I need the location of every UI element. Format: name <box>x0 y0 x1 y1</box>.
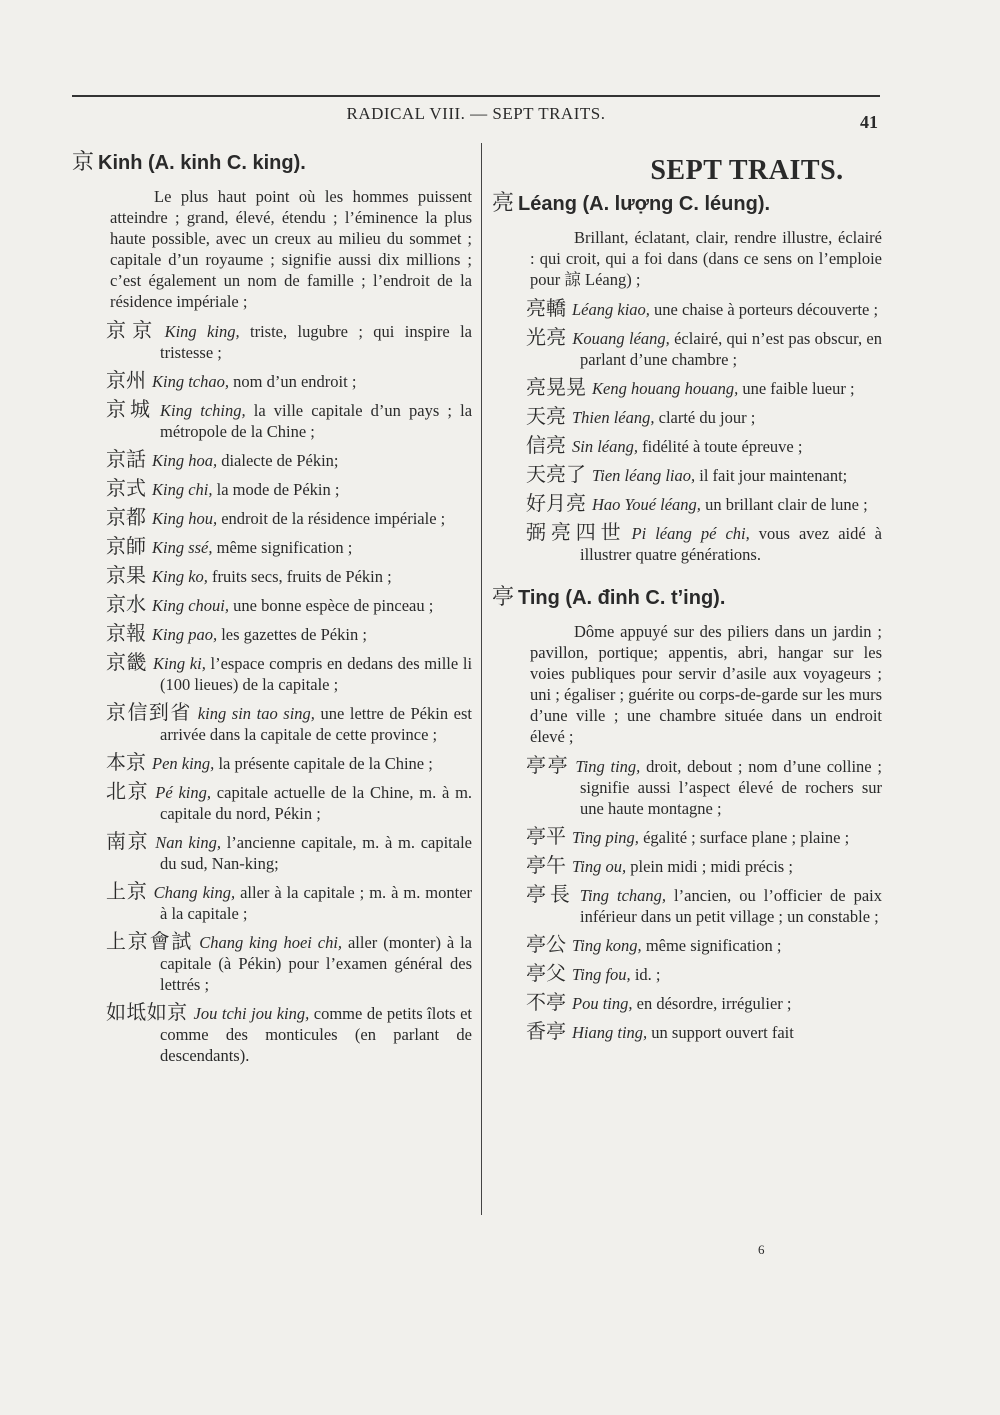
dictionary-entry <box>492 377 882 399</box>
dictionary-entry <box>72 702 472 745</box>
leang-entries-list <box>492 298 882 565</box>
entry-romanization: Léang kiao, <box>572 300 650 319</box>
entry-characters: 上京 <box>106 879 148 903</box>
entry-characters: 如坻如京 <box>106 1000 188 1024</box>
header-rule <box>72 95 880 97</box>
dictionary-entry <box>492 755 882 819</box>
left-column <box>72 150 472 1073</box>
section-title: SEPT TRAITS. <box>650 155 844 186</box>
entry-characters: 光亮 <box>526 325 567 349</box>
left-entries-list <box>72 320 472 1066</box>
dictionary-entry <box>492 406 882 428</box>
dictionary-entry <box>72 881 472 924</box>
entry-romanization: King tching, <box>160 401 246 420</box>
entry-characters: 京果 <box>106 563 146 587</box>
entry-characters: 亭平 <box>526 824 566 848</box>
entry-characters: 京城 <box>106 397 155 421</box>
entry-romanization: Ting ting, <box>575 757 641 776</box>
entry-heading-leang <box>492 193 882 215</box>
entry-characters: 天亮了 <box>526 462 586 486</box>
entry-translation: l’espace compris en dedans des mille li (100 lieues) de la capitale ; <box>160 654 473 694</box>
ting-entries-list <box>492 755 882 1043</box>
dictionary-entry <box>492 493 882 515</box>
entry-romanization: Thien léang, <box>572 408 655 427</box>
entry-characters: 京州 <box>106 368 146 392</box>
dictionary-entry <box>492 855 882 877</box>
dictionary-entry <box>492 826 882 848</box>
entry-characters: 京話 <box>106 447 146 471</box>
entry-translation: la ville capitale d’un pays ; la métropole de la Chine ; <box>160 401 473 441</box>
entry-romanization: King king, <box>164 322 240 341</box>
entry-characters: 天亮 <box>526 404 566 428</box>
dictionary-entry <box>72 478 472 500</box>
entry-characters: 京水 <box>106 592 146 616</box>
entry-translation: fruits secs, fruits de Pékin ; <box>212 567 392 586</box>
dictionary-entry <box>492 464 882 486</box>
entry-romanization: Pou ting, <box>572 994 633 1013</box>
entry-translation: en désordre, irrégulier ; <box>636 994 792 1013</box>
entry-romanization: Sin léang, <box>572 437 638 456</box>
dictionary-entry <box>492 327 882 370</box>
heading-text: Ting (A. đinh C. t’ing). <box>518 587 726 609</box>
definition-leang: Brillant, éclatant, clair, rendre illustre, éclairé : qui croit, qui a foi dans (dans ce sens on l’emploie pour 諒 Léang) ; <box>530 228 882 289</box>
entry-romanization: Nan king, <box>155 833 221 852</box>
entry-romanization: Hao Youé léang, <box>592 495 701 514</box>
heading-text: Kinh (A. kinh C. king). <box>98 152 306 174</box>
entry-romanization: King pao, <box>152 625 218 644</box>
heading-character: 亮 <box>492 191 515 216</box>
entry-characters: 本京 <box>106 750 146 774</box>
dictionary-entry <box>72 565 472 587</box>
entry-translation: endroit de la résidence impériale ; <box>221 509 446 528</box>
entry-translation: vous avez aidé à illustrer quatre générations. <box>580 524 883 564</box>
entry-translation: plein midi ; midi précis ; <box>630 857 793 876</box>
dictionary-entry <box>72 320 472 363</box>
entry-characters: 亮轎 <box>526 296 566 320</box>
entry-characters: 京畿 <box>106 650 148 674</box>
entry-characters: 弼亮四世 <box>526 520 626 544</box>
entry-romanization: Jou tchi jou king, <box>193 1004 310 1023</box>
entry-characters: 京都 <box>106 505 146 529</box>
entry-romanization: Pé king, <box>155 783 212 802</box>
entry-translation: même signification ; <box>216 538 353 557</box>
dictionary-entry <box>72 781 472 824</box>
dictionary-entry <box>492 1021 882 1043</box>
entry-translation: capitale actuelle de la Chine, m. à m. capitale du nord, Pékin ; <box>160 783 473 823</box>
entry-characters: 京信到省 <box>106 700 192 724</box>
entry-translation: égalité ; surface plane ; plaine ; <box>643 828 850 847</box>
entry-romanization: Ting ping, <box>572 828 639 847</box>
dictionary-entry <box>72 831 472 874</box>
entry-translation: comme de petits îlots et comme des monticules (en parlant de descendants). <box>160 1004 473 1065</box>
entry-romanization: Ting kong, <box>572 936 642 955</box>
entry-translation: triste, lugubre ; qui inspire la tristesse ; <box>160 322 473 362</box>
entry-translation: une chaise à porteurs découverte ; <box>654 300 879 319</box>
entry-translation: l’ancienne capitale, m. à m. capitale du sud, Nan-king; <box>160 833 472 873</box>
dictionary-entry <box>72 449 472 471</box>
entry-translation: l’ancien, ou l’officier de paix inférieur dans un petit village ; un constable ; <box>580 886 883 926</box>
entry-romanization: Keng houang houang, <box>592 379 739 398</box>
entry-romanization: King chi, <box>152 480 213 499</box>
dictionary-entry <box>72 623 472 645</box>
entry-heading-ting <box>492 587 882 609</box>
entry-characters: 京式 <box>106 476 146 500</box>
right-column <box>492 150 882 1050</box>
dictionary-entry <box>72 370 472 392</box>
dictionary-entry <box>492 435 882 457</box>
entry-romanization: King ssé, <box>152 538 213 557</box>
entry-translation: il fait jour maintenant; <box>699 466 848 485</box>
entry-translation: même signification ; <box>645 936 782 955</box>
entry-characters: 亭亭 <box>526 753 570 777</box>
entry-romanization: king sin tao sing, <box>197 704 315 723</box>
entry-translation: un brillant clair de lune ; <box>705 495 868 514</box>
entry-romanization: Ting ou, <box>572 857 627 876</box>
entry-translation: les gazettes de Pékin ; <box>221 625 367 644</box>
entry-characters: 京京 <box>106 318 159 342</box>
definition-kinh: Le plus haut point où les hommes puissent atteindre ; grand, élevé, étendu ; l’éminence la plus haute possible, avec un creux au milieu du sommet ; capitale d’un royaume ; signifie aussi dix millions ; c’est également un nom de famille ; l’endroit de la résidence impériale ; <box>110 187 472 311</box>
heading-character: 亭 <box>492 585 515 610</box>
entry-characters: 亭公 <box>526 932 566 956</box>
entry-translation: fidélité à toute épreuve ; <box>642 437 803 456</box>
entry-romanization: Ting fou, <box>572 965 631 984</box>
entry-translation: aller (monter) à la capitale (à Pékin) pour l’examen général des lettrés ; <box>160 933 473 994</box>
dictionary-entry <box>72 1002 472 1066</box>
heading-text: Léang (A. lượng C. léung). <box>518 193 771 215</box>
entry-translation: éclairé, qui n’est pas obscur, en parlant d’une chambre ; <box>580 329 883 369</box>
entry-characters: 南京 <box>106 829 150 853</box>
entry-romanization: Ting tchang, <box>579 886 667 905</box>
entry-translation: une lettre de Pékin est arrivée dans la capitale de cette province ; <box>160 704 472 744</box>
entry-romanization: Hiang ting, <box>572 1023 648 1042</box>
entry-characters: 香亭 <box>526 1019 566 1043</box>
entry-romanization: King choui, <box>152 596 229 615</box>
running-head: RADICAL VIII. — SEPT TRAITS. <box>346 104 606 123</box>
definition-ting: Dôme appuyé sur des piliers dans un jardin ; pavillon, portique; appentis, abri, hangar sur les voies publiques pour servir d’asile aux voyageurs ; uni ; égaliser ; guérite ou corps-de-garde sur les murs d’une ville ; une chambre située dans un endroit élevé ; <box>530 622 882 746</box>
column-divider <box>481 143 482 1215</box>
dictionary-entry <box>72 652 472 695</box>
entry-characters: 京師 <box>106 534 146 558</box>
entry-translation: un support ouvert fait <box>651 1023 794 1042</box>
entry-romanization: King ki, <box>153 654 206 673</box>
entry-translation: la mode de Pékin ; <box>216 480 340 499</box>
dictionary-entry <box>72 931 472 995</box>
entry-characters: 上京會試 <box>106 929 194 953</box>
dictionary-entry <box>72 536 472 558</box>
dictionary-entry <box>492 522 882 565</box>
entry-heading-kinh <box>72 152 472 174</box>
entry-romanization: King ko, <box>152 567 208 586</box>
entry-translation: id. ; <box>634 965 661 984</box>
dictionary-entry <box>72 752 472 774</box>
entry-romanization: King hou, <box>152 509 218 528</box>
entry-romanization: Kouang léang, <box>572 329 670 348</box>
dictionary-entry <box>492 934 882 956</box>
entry-translation: aller à la capitale ; m. à m. monter à la capitale ; <box>160 883 473 923</box>
dictionary-entry <box>492 992 882 1014</box>
dictionary-entry <box>72 507 472 529</box>
dictionary-entry <box>72 594 472 616</box>
dictionary-entry <box>492 884 882 927</box>
dictionary-entry <box>72 399 472 442</box>
entry-translation: une faible lueur ; <box>742 379 855 398</box>
entry-romanization: Pen king, <box>152 754 215 773</box>
dictionary-entry <box>492 298 882 320</box>
entry-romanization: Tien léang liao, <box>592 466 696 485</box>
entry-characters: 好月亮 <box>526 491 586 515</box>
entry-translation: dialecte de Pékin; <box>221 451 339 470</box>
dictionary-entry <box>492 963 882 985</box>
entry-characters: 京報 <box>106 621 146 645</box>
entry-characters: 信亮 <box>526 433 566 457</box>
entry-romanization: Chang king, <box>153 883 236 902</box>
entry-translation: la présente capitale de la Chine ; <box>218 754 433 773</box>
entry-romanization: King tchao, <box>152 372 229 391</box>
entry-romanization: King hoa, <box>152 451 218 470</box>
entry-characters: 不亭 <box>526 990 566 1014</box>
entry-romanization: Chang king hoei chi, <box>199 933 343 952</box>
entry-translation: droit, debout ; nom d’une colline ; signifie aussi l’aspect élevé de rochers sur une haute montagne ; <box>580 757 882 818</box>
entry-characters: 北京 <box>106 779 150 803</box>
entry-characters: 亮晃晃 <box>526 375 586 399</box>
entry-romanization: Pi léang pé chi, <box>631 524 750 543</box>
entry-characters: 亭父 <box>526 961 566 985</box>
entry-translation: nom d’un endroit ; <box>233 372 357 391</box>
signature-mark: 6 <box>758 1242 765 1257</box>
heading-character: 京 <box>72 150 95 175</box>
entry-translation: clarté du jour ; <box>658 408 756 427</box>
entry-characters: 亭長 <box>526 882 574 906</box>
entry-characters: 亭午 <box>526 853 566 877</box>
page-number: 41 <box>860 112 878 132</box>
entry-translation: une bonne espèce de pinceau ; <box>233 596 434 615</box>
